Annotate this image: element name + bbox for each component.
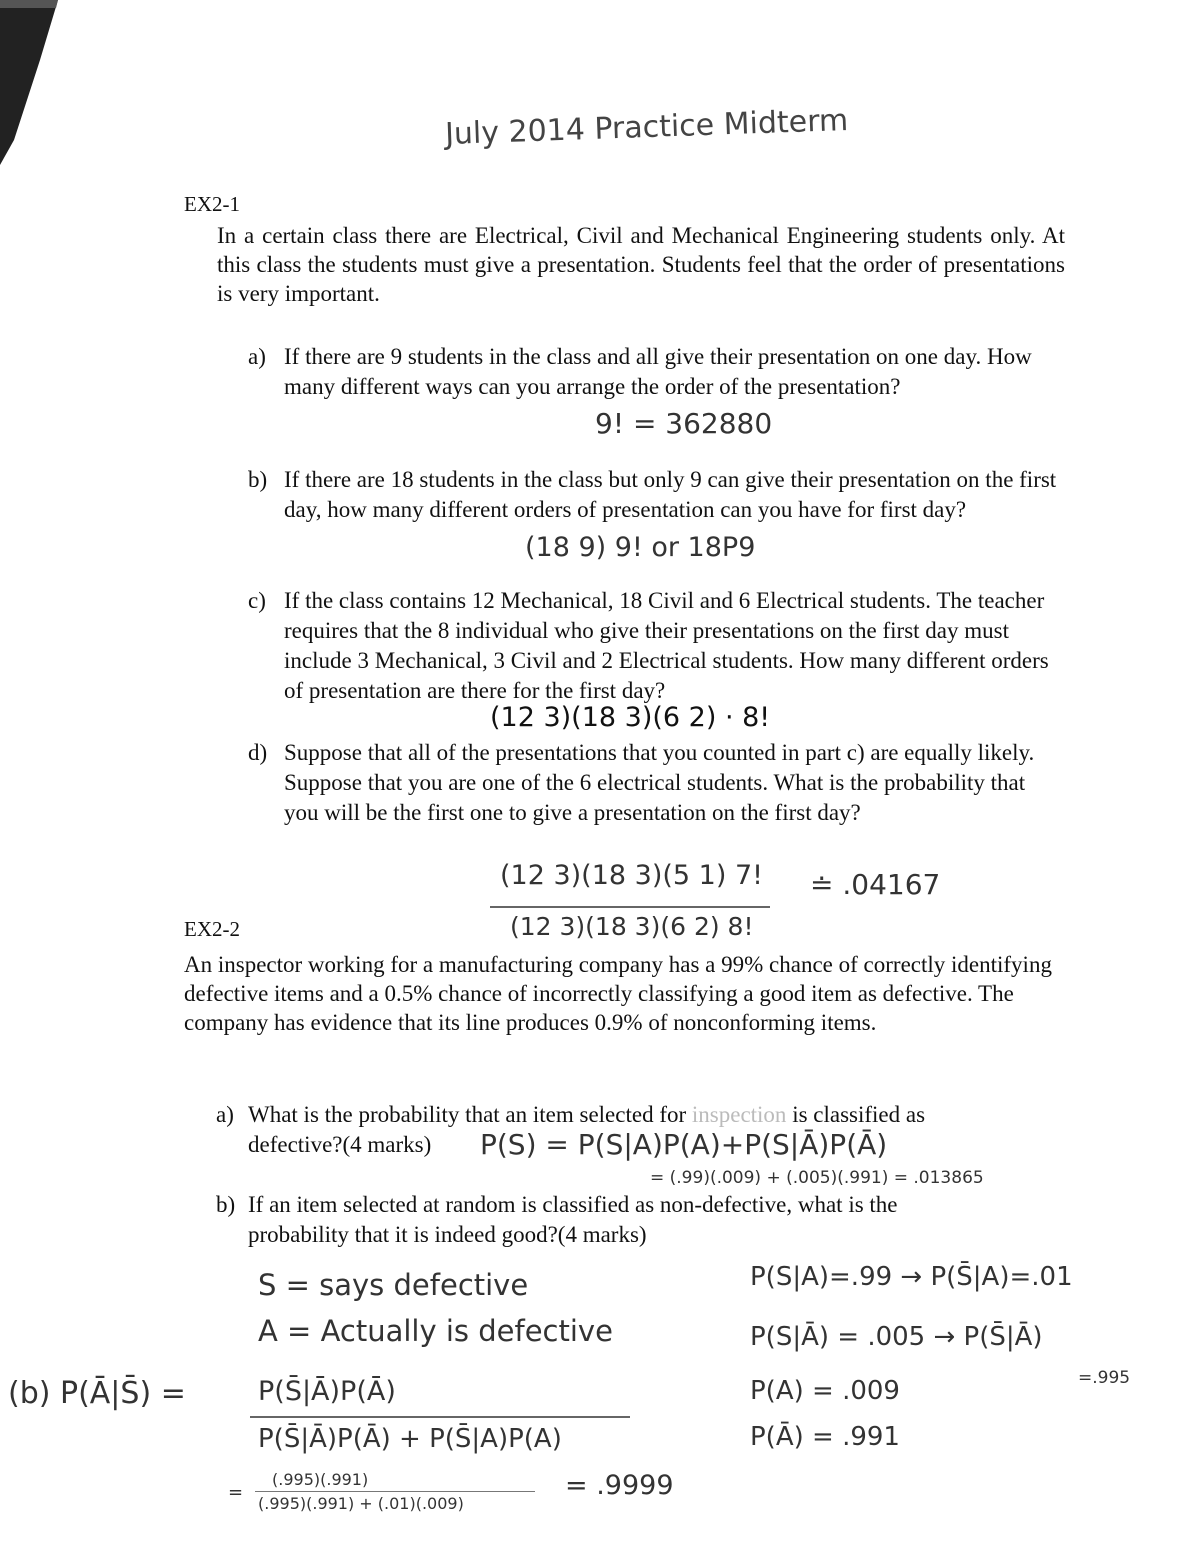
question-text: is classified as <box>792 1102 926 1127</box>
question-text: If there are 9 students in the class and all give their presentation on one day. How many different ways can you arrange the order of the presentation? <box>284 344 1032 399</box>
part-b-lhs: (b) P(Ā|S̄) = <box>8 1376 186 1411</box>
prob-3: P(A) = .009 <box>750 1376 900 1406</box>
question-c <box>248 586 1064 706</box>
prob-4: P(Ā) = .991 <box>750 1422 900 1452</box>
definition-s: S = says defective <box>258 1268 529 1302</box>
question-marker: b) <box>248 467 268 492</box>
part-b-denominator: P(S̄|Ā)P(Ā) + P(S̄|A)P(A) <box>258 1424 562 1454</box>
answer-2a-calc: = (.99)(.009) + (.005)(.991) = .013865 <box>650 1168 984 1188</box>
question-text: If there are 18 students in the class but only 9 can give their presentation on the first day, how many different orders of presentation can you have for first day? <box>284 467 1057 522</box>
answer-d-value: ≐ .04167 <box>810 868 941 901</box>
question-marker: d) <box>248 740 268 765</box>
question-marker: b) <box>216 1192 236 1217</box>
question-text: If the class contains 12 Mechanical, 18 Civil and 6 Electrical students. The teacher requires that the 8 individual who give their presentations on the first day must include 3 Mechanical, 3 Civil and 2 Electrical students. How many different orders of presentation are there for the first day? <box>284 588 1049 703</box>
part-b-fraction-bar <box>250 1416 630 1418</box>
exercise-2-label: EX2-2 <box>184 917 240 941</box>
part-b-calc-bar <box>255 1491 535 1492</box>
question-text: defective?(4 marks) <box>248 1132 432 1157</box>
answer-c: (12 3)(18 3)(6 2) · 8! <box>490 702 771 733</box>
scan-corner-shadow <box>0 0 60 170</box>
exercise-1-label: EX2-1 <box>184 192 240 216</box>
answer-a: 9! = 362880 <box>595 407 773 440</box>
prob-2-result: =.995 <box>1078 1368 1131 1388</box>
answer-d-numerator: (12 3)(18 3)(5 1) 7! <box>500 860 763 891</box>
question-text: Suppose that all of the presentations that you counted in part c) are equally likely. Suppose that you are one of the 6 electrical students. What is the probability that you will be the first one to give a presentation on the first day? <box>284 740 1035 825</box>
question-marker: a) <box>248 344 266 369</box>
question-marker: c) <box>248 588 266 613</box>
exercise-2-intro: An inspector working for a manufacturing company has a 99% chance of correctly identifying defective items and a 0.5% chance of incorrectly classifying a good item as defective. The company has evidence that its line produces 0.9% of nonconforming items. <box>184 952 1052 1035</box>
question-2b <box>216 1190 1048 1250</box>
answer-d-denominator: (12 3)(18 3)(6 2) 8! <box>510 912 754 941</box>
part-b-calc-numerator: (.995)(.991) <box>272 1470 369 1489</box>
answer-b: (18 9) 9! or 18P9 <box>525 532 756 563</box>
faded-text: inspection <box>691 1102 787 1127</box>
handwritten-title: July 2014 Practice Midterm <box>444 102 849 153</box>
question-text: What is the probability that an item selected for <box>248 1102 687 1127</box>
part-b-calc-eq: = <box>228 1482 244 1503</box>
answer-d-fraction-bar <box>490 906 770 908</box>
question-a <box>248 342 1064 402</box>
part-b-numerator: P(S̄|Ā)P(Ā) <box>258 1376 396 1407</box>
definition-a: A = Actually is defective <box>258 1314 613 1348</box>
question-marker: a) <box>216 1102 234 1127</box>
question-text: If an item selected at random is classified as non-defective, what is the <box>248 1192 898 1217</box>
question-b <box>248 465 1064 525</box>
part-b-calc-denominator: (.995)(.991) + (.01)(.009) <box>258 1494 464 1513</box>
question-d <box>248 738 1064 828</box>
answer-2a-formula: P(S) = P(S|A)P(A)+P(S|Ā)P(Ā) <box>480 1128 888 1161</box>
prob-2: P(S|Ā) = .005 → P(S̄|Ā) <box>750 1322 1043 1352</box>
question-text: probability that it is indeed good?(4 marks) <box>248 1222 647 1247</box>
part-b-value: = .9999 <box>565 1470 674 1501</box>
prob-1: P(S|A)=.99 → P(S̄|A)=.01 <box>750 1262 1073 1292</box>
exercise-1-intro: In a certain class there are Electrical, Civil and Mechanical Engineering students only. At this class the students must give a presentation. Students feel that the order of presentations is very important. <box>217 223 1065 306</box>
